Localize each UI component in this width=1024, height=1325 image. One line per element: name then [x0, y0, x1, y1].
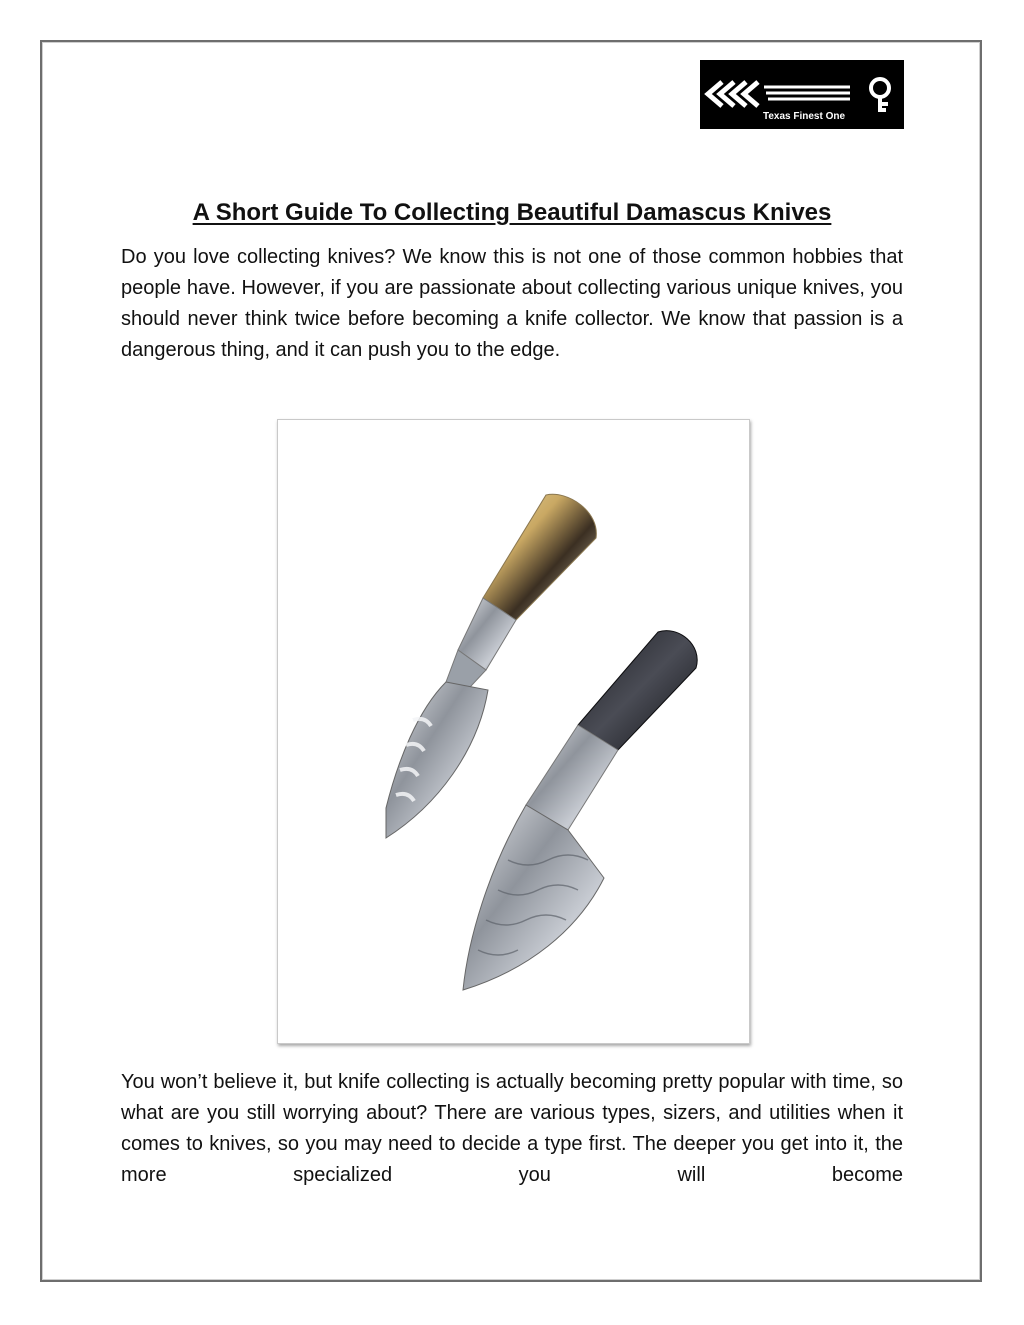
- page-title: A Short Guide To Collecting Beautiful Damascus Knives: [192, 199, 832, 227]
- brand-logo: [700, 60, 904, 129]
- knife-2: [463, 631, 697, 990]
- intro-paragraph: Do you love collecting knives? We know this is not one of those common hobbies that people have. However, if you are passionate about collecting various unique knives, you should never think twice before becoming a knife collector. We know that passion is a dangerous thing, and it can push you to the edge.: [121, 246, 903, 361]
- tf-monogram-icon: [871, 79, 889, 112]
- damascus-knives-photo: [277, 419, 750, 1044]
- body-paragraph: You won’t believe it, but knife collecting is actually becoming pretty popular with time, so what are you still worrying about? There are various types, sizers, and utilities when it comes to knives, so you may need to decide a type first. The deeper you get into it, the more specialized you will become: [121, 1071, 903, 1186]
- brand-name: Texas Finest One: [762, 111, 846, 122]
- chevrons-speed-lines-icon: [700, 60, 904, 129]
